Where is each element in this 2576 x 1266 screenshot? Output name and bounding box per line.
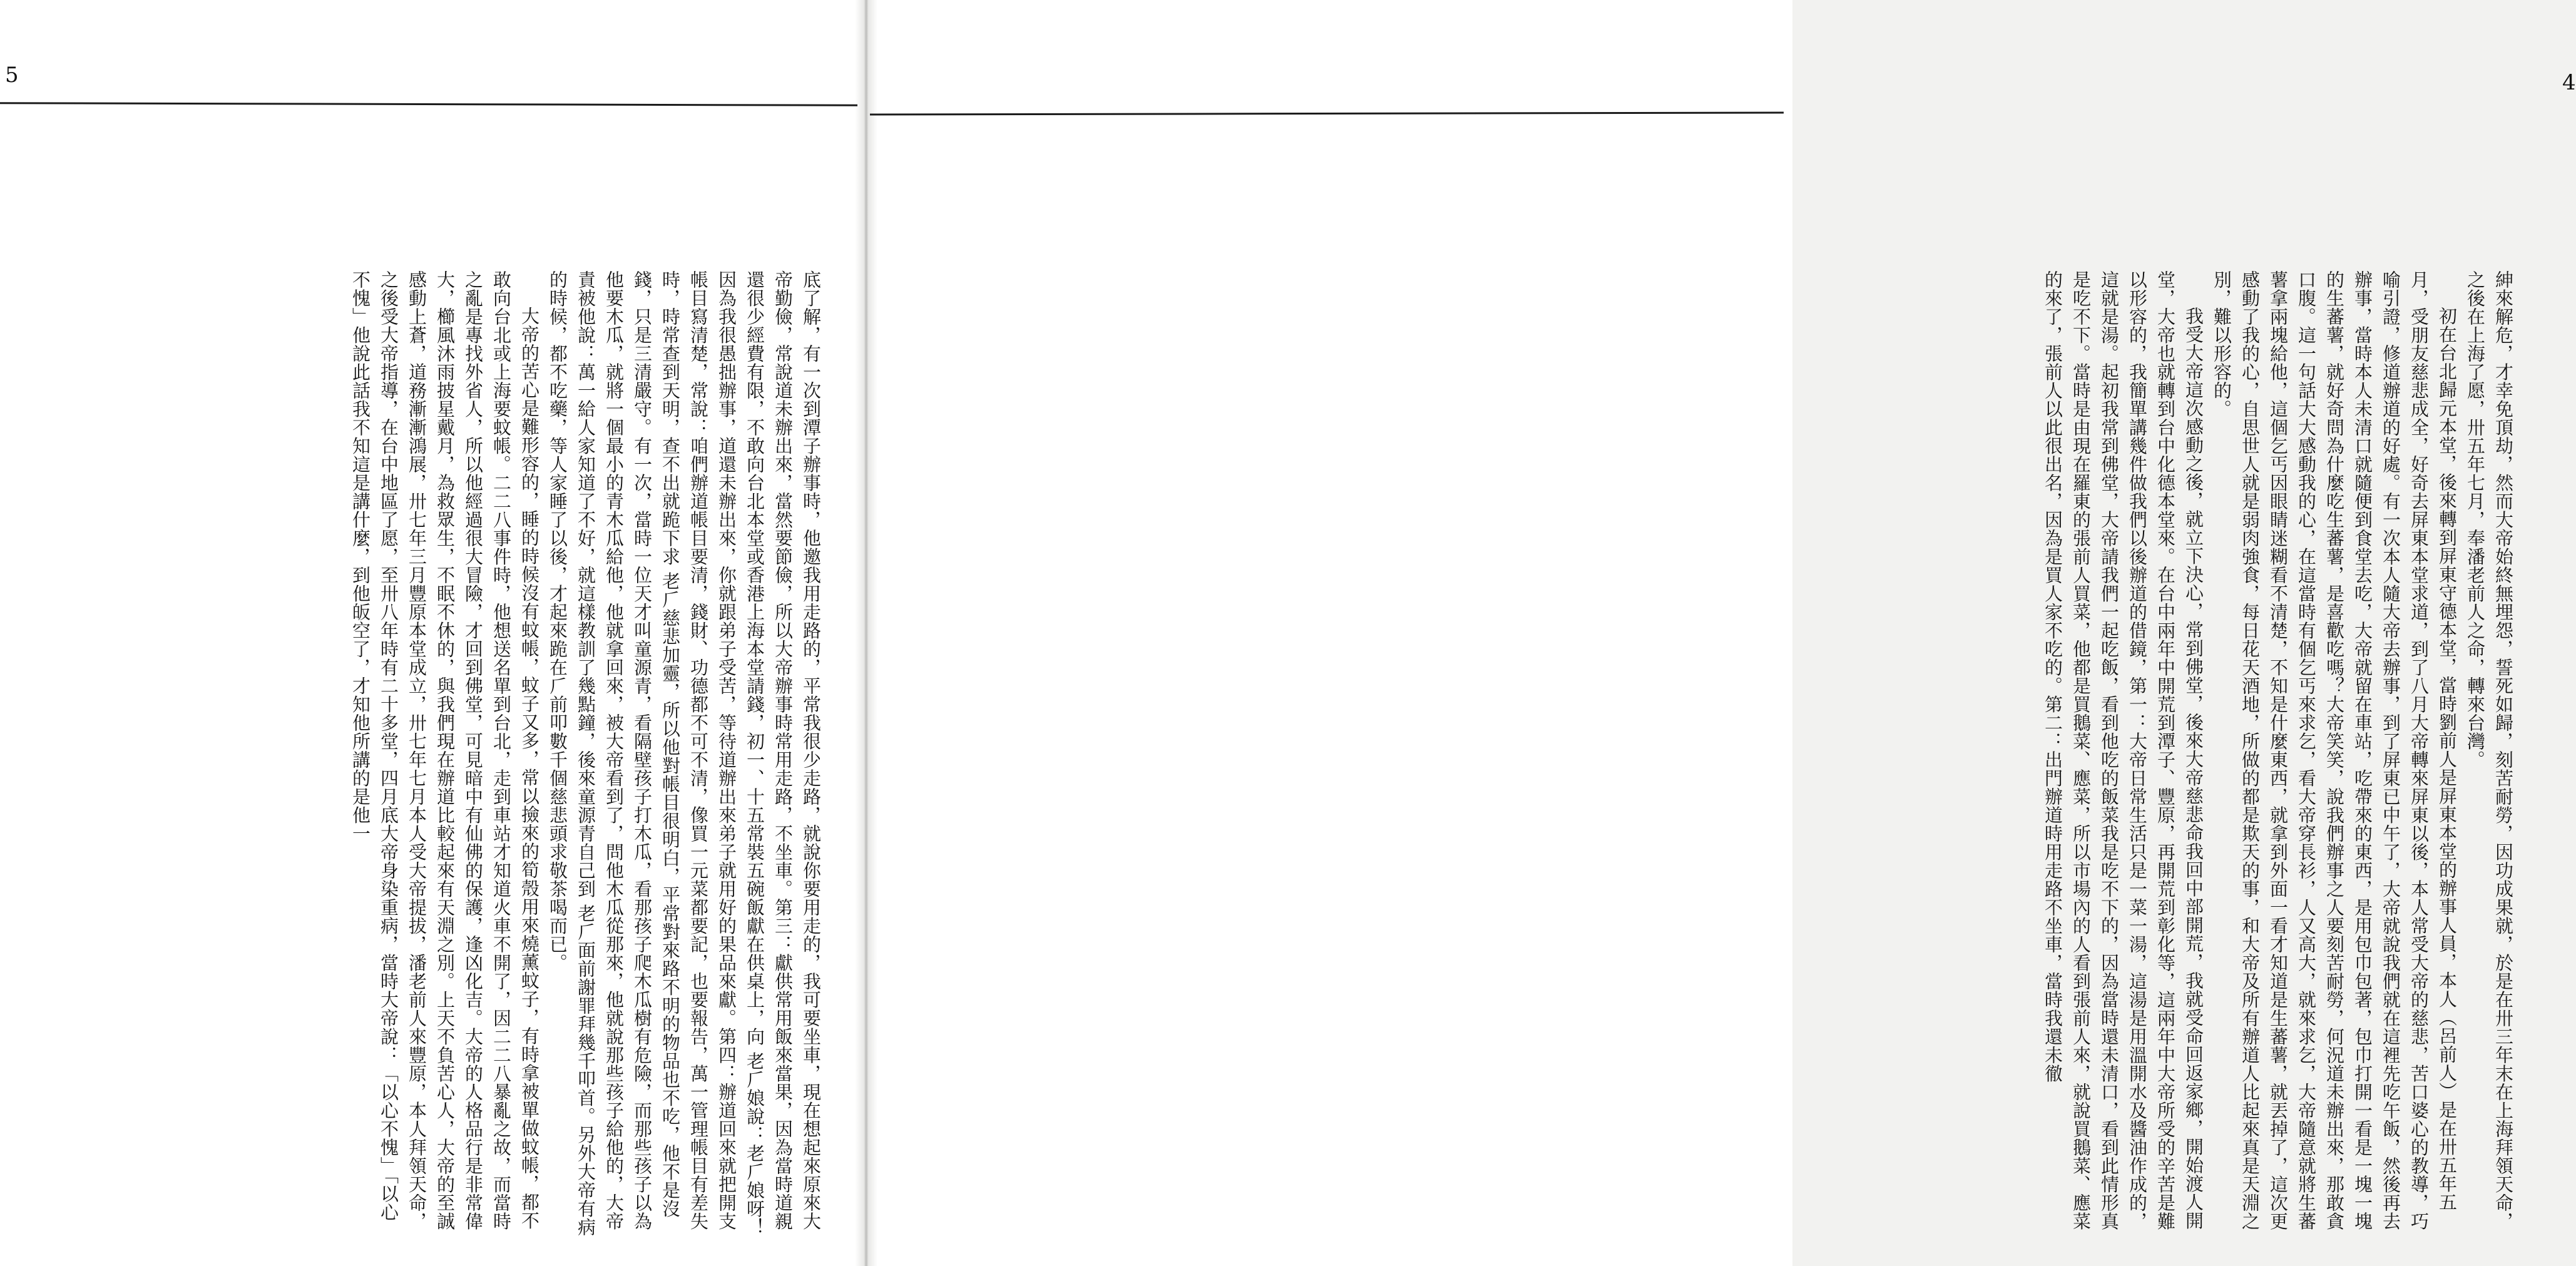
page-number-right: 4 <box>2562 70 2576 95</box>
left-page-text <box>6 270 825 1239</box>
left-paragraph-2: 大帝的苦心是難形容的，睡的時候沒有蚊帳，蚊子又多，常以撿來的筍殼用來燒薰蚊子，有時拿被單做蚊帳，都不敢向台北或上海要蚊帳。二二八事件時，他想送名單到台北，走到車站才知道火車不開了，因二二八暴亂之故，而當時之亂是專找外省人，所以他經過很大冒險，才回到佛堂，可見暗中有仙佛的保護，逢凶化吉。大帝的人格品行是非常偉大，櫛風沐雨披星戴月，為救眾生，不眠不休的，與我們現在辦道比較起來有天淵之別。上天不負苦心人，大帝的至誠感動上蒼，道務漸漸鴻展，卅七年三月豐原本堂成立，卅七年七月本人受大帝提拔，潘老前人來豐原，本人拜領天命，之後受大帝指導，在台中地區了愿，至卅八年時有二十多堂，四月底大帝身染重病，當時大帝說：「以心不愧」「以心不愧」他說此話我不知這是講什麼，到他皈空了，才知他所講的是他一 <box>350 270 540 1230</box>
right-page <box>866 0 2576 1266</box>
left-paragraph-1: 底了解，有一次到潭子辦事時，他邀我用走路的，平常我很少走路，就說你要用走的，我可要坐車，現在想起來原來大帝勤儉，常說道未辦出來，當然要節儉，所以大帝辦事時常用走路，不坐車。第三：獻供常用飯來當果，因為當時道親還很少經費有限，不敢向台北本堂或香港上海本堂請錢，初一、十五常裝五碗飯獻在供桌上，向 老𠂆娘說：老𠂆娘呀！因為我很愚拙辦事，道還未辦出來，你就跟弟子受苦，等待道辦出來弟子就用好的果品來獻。第四：辦道回來就把開支帳目寫清楚，常說：咱們辦道帳目要清，錢財、功德都不可不清，像買一元菜都要記，也要報告，萬一管理帳目有差失時，時常查到天明，查不出就跪下求 老𠂆慈悲加靈，所以他對帳目很明白，平常對來路不明的物品也不吃，他不是沒錢，只是三清嚴守。有一次，當時一位天才叫童源青，看隔壁孩子打木瓜，看那孩子爬木瓜樹有危險，而那些孩子以為他要木瓜，就將一個最小的青木瓜給他，他就拿回來，被大帝看到了，問他木瓜從那來，他就說那些孩子給他的，大帝責被他說：萬一給人家知道了不好，就這樣教訓了幾點鐘，後來童源青自己到 老𠂆面前謝罪拜幾千叩首。另外大帝有病的時候，都不吃藥，等人家睡了以後，才起來跪在𠂆前叩數千個慈悲頭求敬茶喝而已。 <box>547 270 822 1237</box>
right-paragraph-2: 初在台北歸元本堂，後來轉到屏東守德本堂，當時劉前人是屏東本堂的辦事人員，本人（呂前人）是在卅五年五月，受朋友慈悲成全，好奇去屏東本堂求道，到了八月大帝轉來屏東以後，本人常受大帝的慈悲，苦口婆心的教導，巧喻引證，修道辦道的好處。有一次本人隨大帝去辦事，到了屏東已中午了，大帝就說我們就在這裡先吃午飯，然後再去辦事，當時本人未清口就隨便到食堂去吃，大帝就留在車站，吃帶來的東西，是用包巾包著，包巾打開一看是一塊一塊的生蕃薯，就好奇問為什麼吃生蕃薯，是喜歡吃嗎？大帝笑笑，說我們辦事之人要刻苦耐勞，何況道未辦出來，那敢貪口腹。這一句話大大感動我的心，在這當時有個乞丐來求乞，看大帝穿長衫，人又高大，就來求乞，大帝隨意就將生蕃薯拿兩塊給他，這個乞丐因眼睛迷糊看不清楚，不知是什麼東西，就拿到外面一看才知道是生蕃薯，就丟掉了，這次更感動了我的心，自思世人就是弱肉強食，每日花天酒地，所做的都是欺天的事，和大帝及所有辦道人比起來真是天淵之別，難以形容的。 <box>2211 270 2458 1230</box>
right-paragraph-3: 我受大帝這次感動之後，就立下決心，常到佛堂，後來大帝慈悲命我回中部開荒，我就受命回返家鄉，開始渡人開堂，大帝也就轉到台中化德本堂來。在台中兩年中開荒到潭子、豐原，再開荒到彰化等，這兩年中大帝所受的辛苦是難以形容的，我簡單講幾件做我們以後辦道的借鏡，第一：大帝日常生活只是一菜一湯，這湯是用溫開水及醬油作成的，這就是湯。起初我常到佛堂，大帝請我們一起吃飯，看到他吃的飯菜我是吃不下的，因為當時還未清口，看到此情形真是吃不下。當時是由現在羅東的張前人買菜，他都是買鵝菜、應菜，所以市場內的人看到張前人來，就說買鵝菜、應菜的來了，張前人以此很出名，因為是買人家不吃的。第二：出門辦道時用走路不坐車，當時我還未徹 <box>2042 270 2204 1230</box>
book-gutter <box>855 0 877 1266</box>
left-page <box>0 0 864 1266</box>
page-number-left: 5 <box>5 63 19 88</box>
right-page-text <box>1811 270 2517 1239</box>
right-paragraph-1: 紳來解危，才幸免頂劫，然而大帝始終無埋怨，誓死如歸，刻苦耐勞，因功成果就，於是在卅三年末在上海拜領天命，之後在上海了愿，卅五年七月，奉潘老前人之命，轉來台灣。 <box>2465 270 2514 1230</box>
